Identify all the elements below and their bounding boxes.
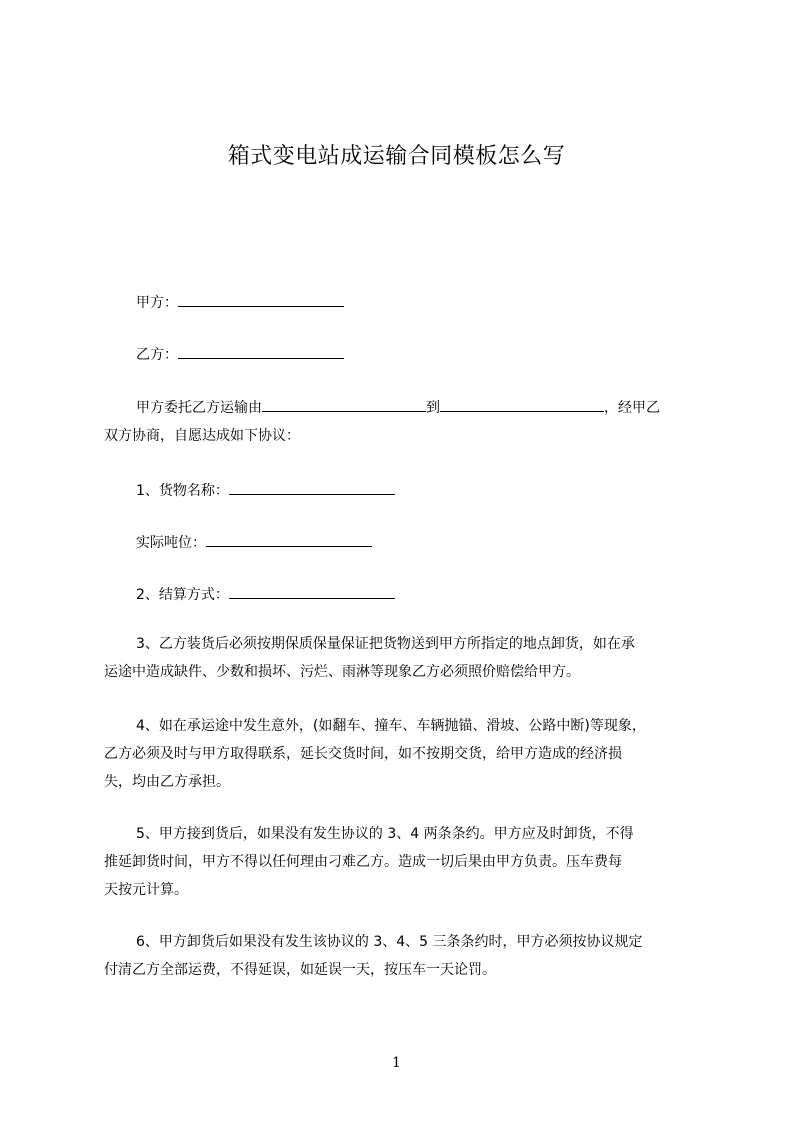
clause-5-line-3: 天按元计算。 bbox=[104, 882, 188, 898]
clause-6-line-1: 6、甲方卸货后如果没有发生该协议的 3、4、5 三条条约时，甲方必须按协议规定 bbox=[136, 934, 643, 950]
clause-3-line-1: 3、乙方装货后必须按期保质保量保证把货物送到甲方所指定的地点卸货，如在承 bbox=[136, 636, 635, 652]
tonnage-label: 实际吨位： bbox=[136, 535, 206, 551]
goods-name-blank bbox=[229, 480, 395, 495]
intro-text-c: ，经甲乙 bbox=[604, 400, 660, 416]
clause-3-line-2: 运途中造成缺件、少数和损坏、污烂、雨淋等现象乙方必须照价赔偿给甲方。 bbox=[104, 664, 580, 680]
tonnage-blank bbox=[206, 532, 372, 547]
page-number: 1 bbox=[392, 1055, 401, 1071]
clause-6 bbox=[104, 928, 710, 984]
clause-5 bbox=[104, 820, 710, 904]
intro-paragraph bbox=[104, 394, 710, 450]
clause-3 bbox=[104, 630, 710, 686]
party-b-blank bbox=[178, 344, 344, 359]
party-a-line bbox=[136, 292, 344, 313]
party-b-label: 乙方： bbox=[136, 347, 178, 363]
item2-label: 2、结算方式： bbox=[136, 587, 229, 603]
intro-text-a: 甲方委托乙方运输由 bbox=[136, 400, 262, 416]
intro-line-2: 双方协商，自愿达成如下协议： bbox=[104, 428, 300, 444]
clause-5-line-1: 5、甲方接到货后，如果没有发生协议的 3、4 两条条约。甲方应及时卸货，不得 bbox=[136, 826, 634, 842]
clause-4-line-2: 乙方必须及时与甲方取得联系，延长交货时间，如不按期交货，给甲方造成的经济损 bbox=[104, 746, 622, 762]
settlement-blank bbox=[229, 584, 395, 599]
item1-label: 1、货物名称： bbox=[136, 483, 229, 499]
clause-4-line-3: 失，均由乙方承担。 bbox=[104, 774, 230, 790]
party-a-label: 甲方： bbox=[136, 295, 178, 311]
intro-line-1 bbox=[104, 394, 710, 422]
item2-line bbox=[136, 584, 395, 605]
clause-4 bbox=[104, 712, 710, 796]
document-title: 箱式变电站成运输合同模板怎么写 bbox=[227, 144, 566, 169]
item1-line bbox=[136, 480, 395, 501]
tonnage-line bbox=[136, 532, 372, 553]
clause-4-line-1: 4、如在承运途中发生意外，(如翻车、撞车、车辆抛锚、滑坡、公路中断)等现象， bbox=[136, 718, 646, 734]
origin-blank bbox=[262, 397, 426, 412]
intro-text-b: 到 bbox=[426, 400, 440, 416]
destination-blank bbox=[440, 397, 604, 412]
clause-5-line-2: 推延卸货时间，甲方不得以任何理由刁难乙方。造成一切后果由甲方负责。压车费每 bbox=[104, 854, 622, 870]
clause-6-line-2: 付清乙方全部运费，不得延误，如延误一天，按压车一天论罚。 bbox=[104, 962, 496, 978]
party-b-line bbox=[136, 344, 344, 365]
party-a-blank bbox=[178, 292, 344, 307]
